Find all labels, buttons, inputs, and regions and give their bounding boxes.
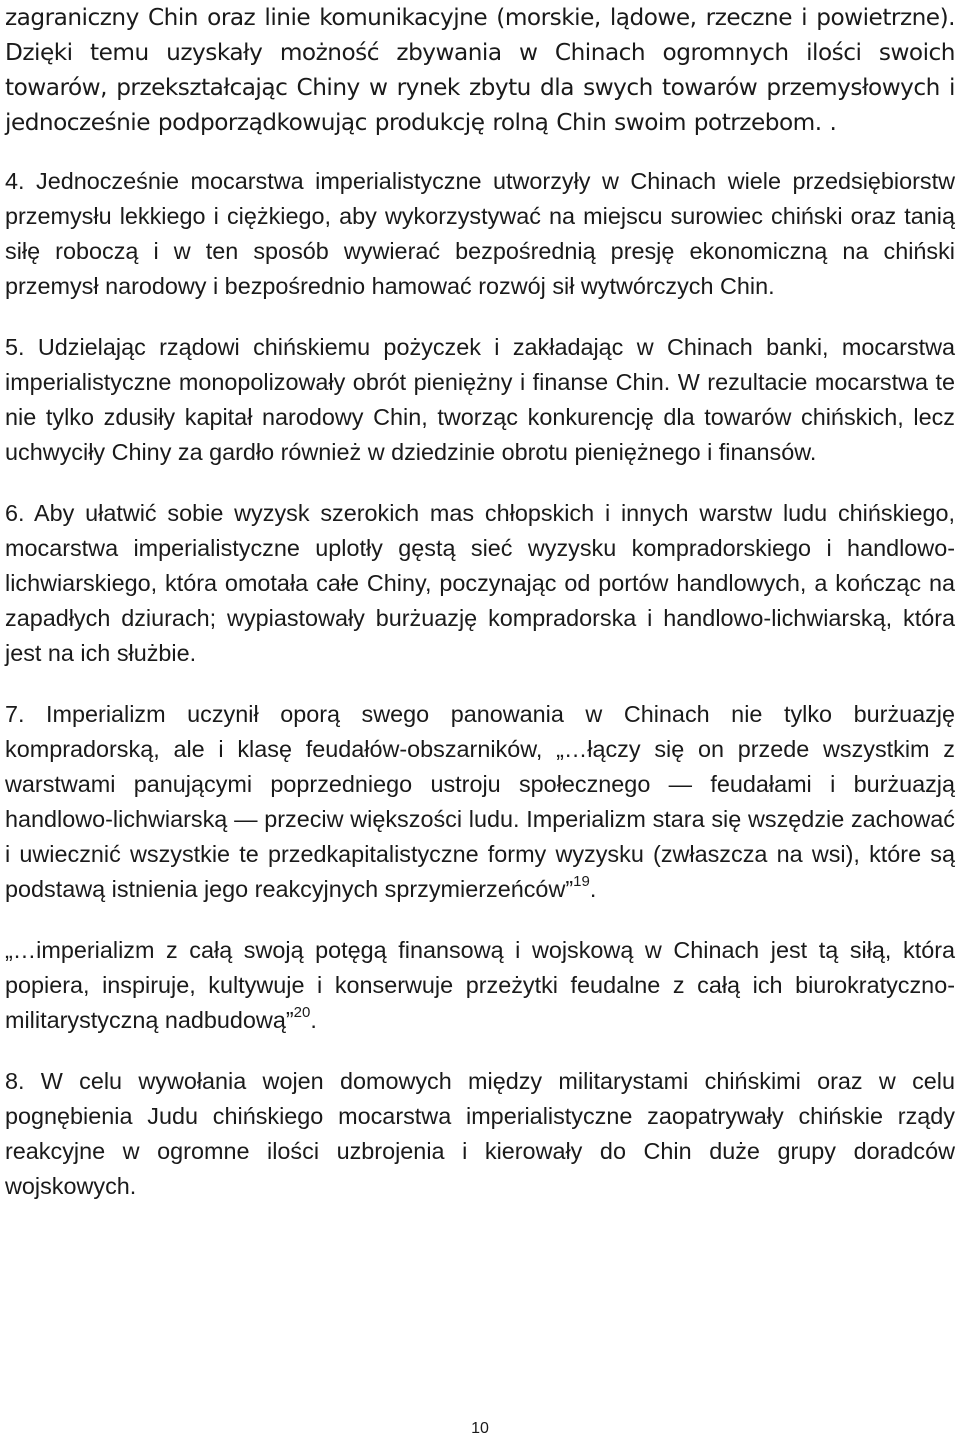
paragraph-7	[5, 697, 955, 907]
page-number: 10	[471, 1420, 489, 1437]
footnote-marker-19: 19	[573, 873, 590, 891]
paragraph-8: 8. W celu wywołania wojen domowych między militarystami chińskimi oraz w celu pognębienia Judu chińskiego mocarstwa imperialistyczne zaopatrywały chińskie rządy reakcyjne w ogromne ilości uzbrojenia i kierowały do Chin duże grupy doradców wojskowych.	[5, 1068, 955, 1199]
paragraph-5: 5. Udzielając rządowi chińskiemu pożyczek i zakładając w Chinach banki, mocarstwa imperialistyczne monopolizowały obrót pieniężny i finanse Chin. W rezultacie mocarstwa te nie tylko zdusiły kapitał narodowy Chin, tworząc konkurencję dla towarów chińskich, lecz uchwyciły Chiny za gardło również w dziedzinie obrotu pieniężnego i finansów.	[5, 334, 955, 465]
footnote-marker-20: 20	[293, 1004, 311, 1022]
paragraph-7-text: 7. Imperializm uczynił oporą swego panowania w Chinach nie tylko burżuazję kompradorską, ale i klasę feudałów-obszarników, „…łączy się on przede wszystkim z warstwami panującymi poprzedniego ustroju społecznego — feudałami i burżuazją handlowo-lichwiarską — przeciw większości ludu. Imperializm stara się wszędzie zachować i uwiecznić wszystkie te przedkapitalistyczne formy wyzysku (zwłaszcza na wsi), które są podstawą istnienia jego reakcyjnych sprzymierzeńców”	[5, 701, 955, 902]
quotation-tail: .	[310, 1007, 317, 1033]
document-page	[5, 0, 955, 1204]
quotation-paragraph	[5, 933, 955, 1038]
paragraph-4: 4. Jednocześnie mocarstwa imperialistyczne utworzyły w Chinach wiele przedsiębiorstw przemysłu lekkiego i ciężkiego, aby wykorzystywać na miejscu surowiec chiński oraz tanią siłę roboczą i w ten sposób wywierać bezpośrednią presję ekonomiczną na chiński przemysł narodowy i bezpośrednio hamować rozwój sił wytwórczych Chin.	[5, 168, 955, 299]
paragraph-continuation: zagraniczny Chin oraz linie komunikacyjne (morskie, lądowe, rzeczne i powietrzne). Dzięki temu uzyskały możność zbywania w Chinach ogromnych ilości swoich towarów, przekształcając Chiny w rynek zbytu dla swych towarów przemysłowych i jednocześnie podporządkowując produkcję rolną Chin swoim potrzebom. .	[5, 4, 955, 136]
paragraph-6: 6. Aby ułatwić sobie wyzysk szerokich mas chłopskich i innych warstw ludu chińskiego, mocarstwa imperialistyczne uplotły gęstą sieć wyzysku kompradorskiego i handlowo-lichwiarskiego, która omotała całe Chiny, poczynając od portów handlowych, a kończąc na zapadłych dziurach; wypiastowały burżuazję kompradorska i handlowo-lichwiarską, która jest na ich służbie.	[5, 500, 955, 666]
quotation-text: „…imperializm z całą swoją potęgą finansową i wojskową w Chinach jest tą siłą, która popiera, inspiruje, kultywuje i konserwuje przeżytki feudalne z całą ich biurokratyczno-militarystyczną nadbudową”	[5, 937, 955, 1033]
paragraph-7-tail: .	[589, 876, 597, 902]
